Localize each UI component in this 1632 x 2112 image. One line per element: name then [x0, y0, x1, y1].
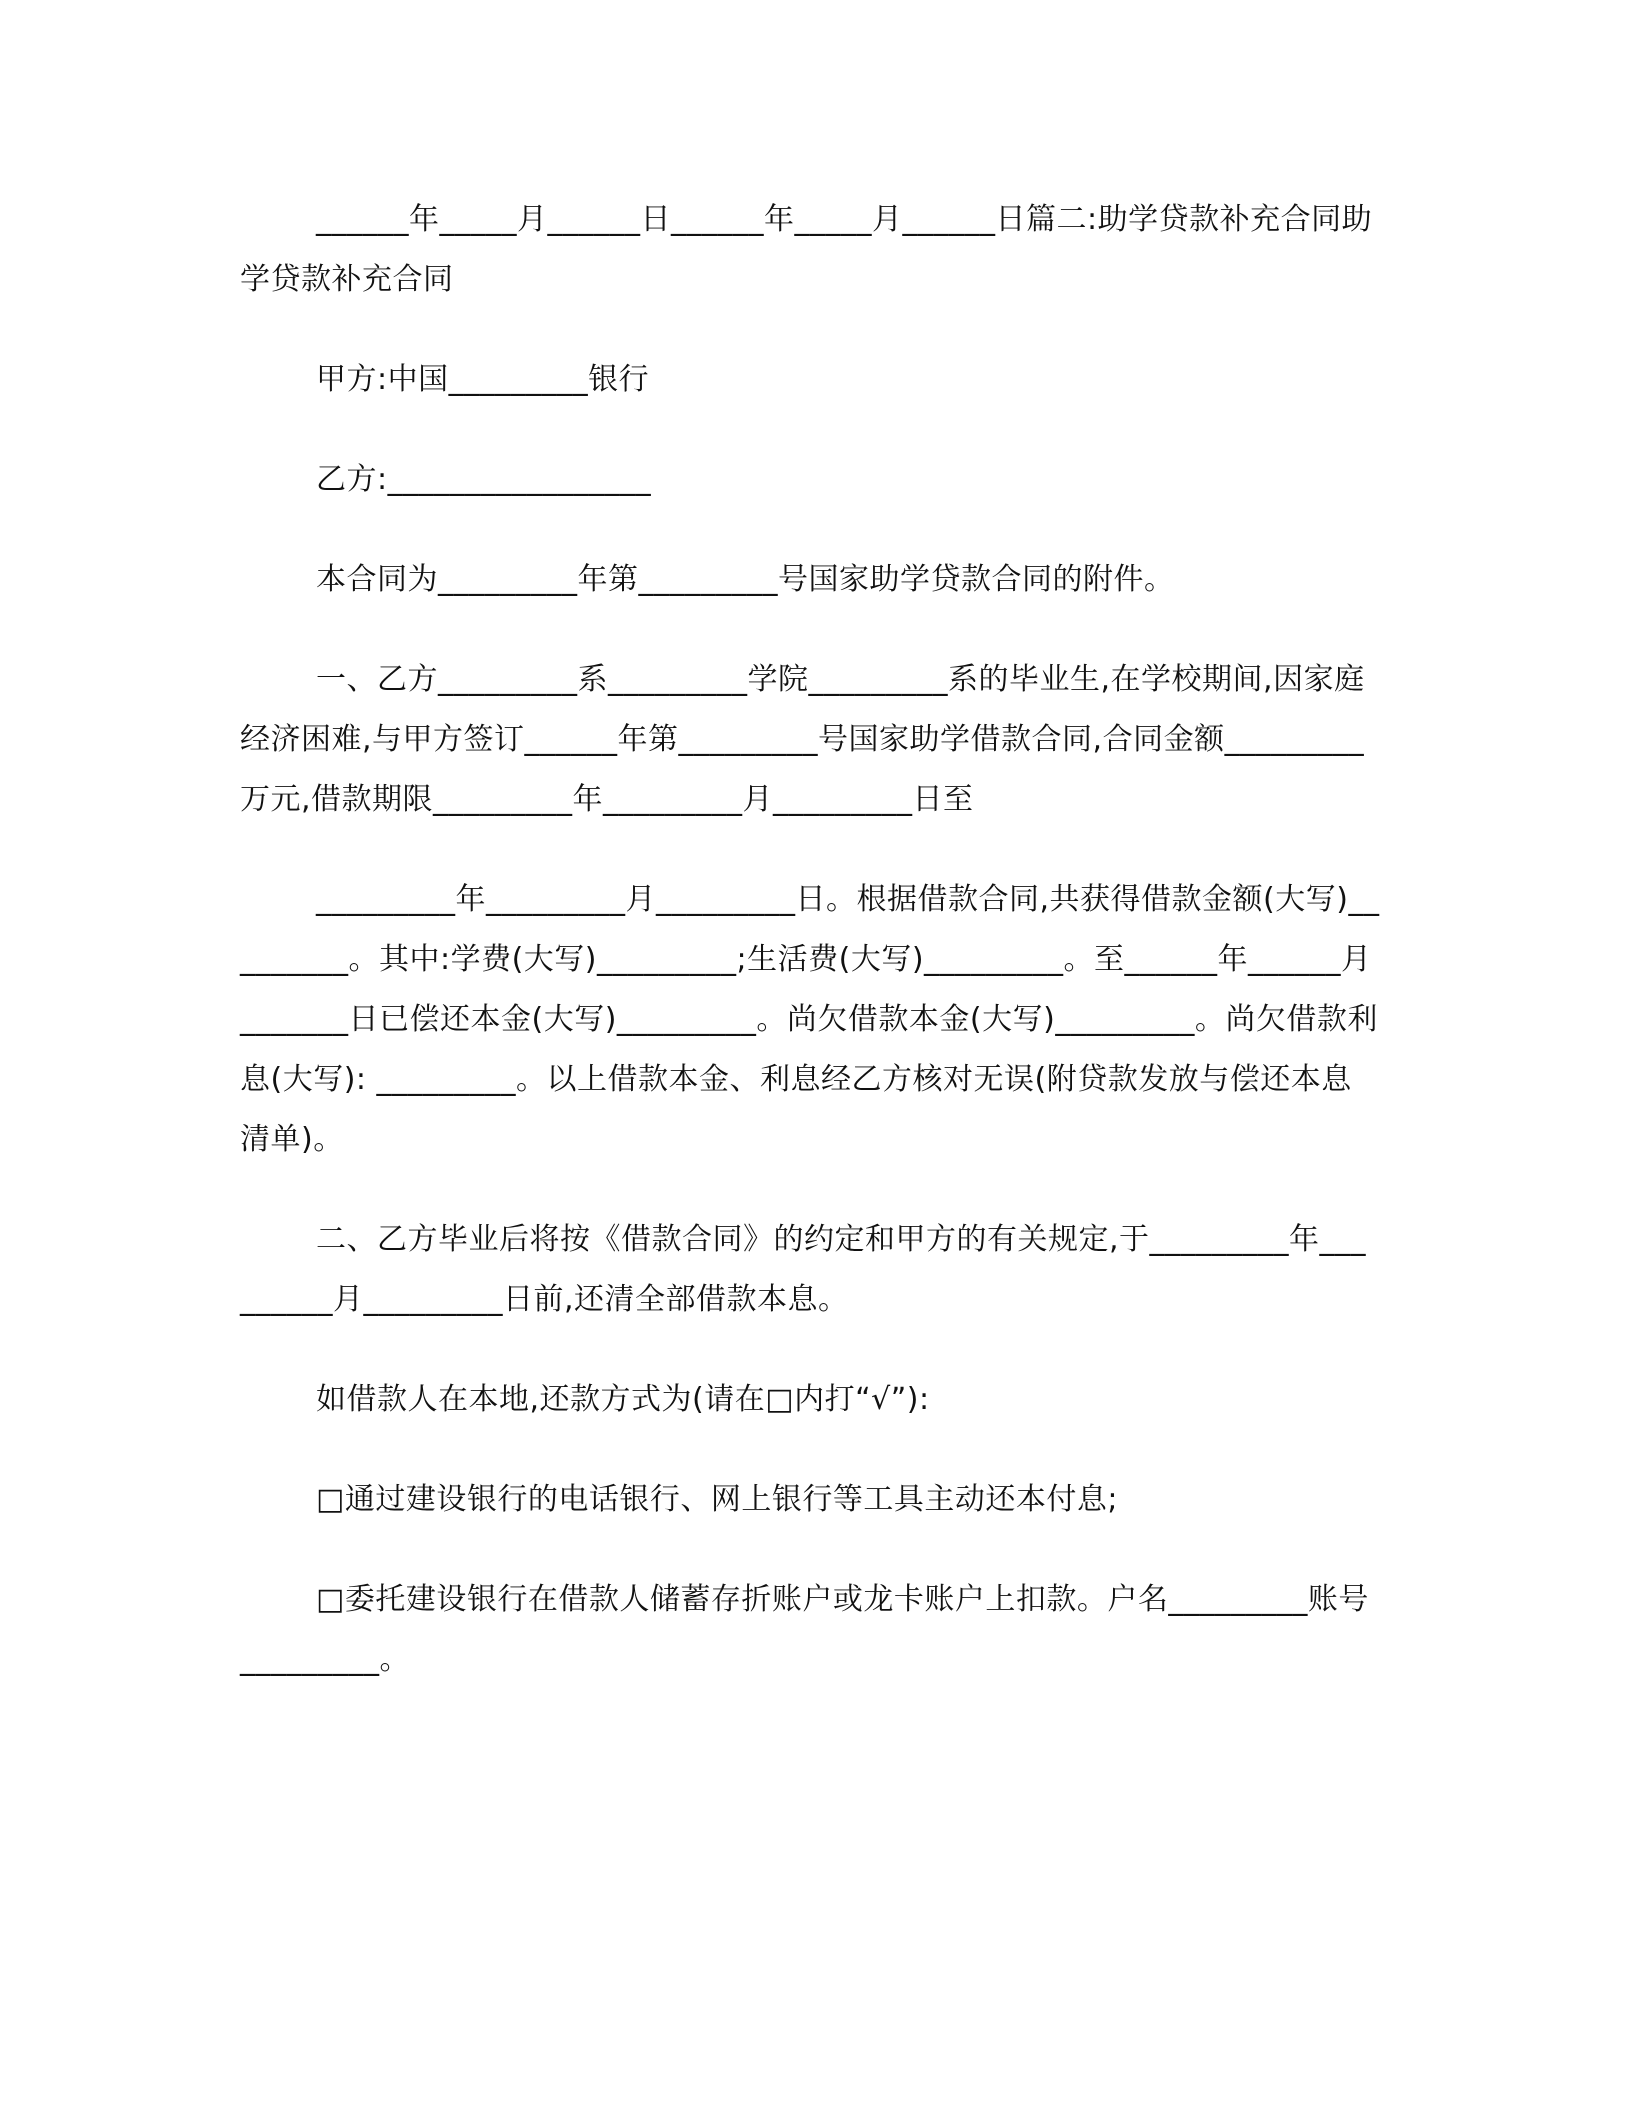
document-body [240, 190, 1380, 1730]
repayment-intro-paragraph: 如借款人在本地,还款方式为(请在□内打“√”): [316, 1382, 930, 1417]
heading-paragraph: ______年_____月______日______年_____月______日篇二:助学贷款补充合同助学贷款补充合同 [240, 202, 1373, 297]
party-b-paragraph: 乙方:_________________ [316, 462, 652, 497]
clause-one-paragraph: 一、乙方_________系_________学院_________系的毕业生,在学校期间,因家庭经济困难,与甲方签订______年第_________号国家助学借款合同,合同金额_________万元,借款期限_________年_________月_________日至 [240, 662, 1365, 817]
annex-paragraph: 本合同为_________年第_________号国家助学贷款合同的附件。 [316, 562, 1175, 597]
repayment-option-one: □通过建设银行的电话银行、网上银行等工具主动还本付息; [316, 1482, 1118, 1517]
repayment-option-two: □委托建设银行在借款人储蓄存折账户或龙卡账户上扣款。户名_________账号_________。 [240, 1582, 1369, 1677]
party-a-paragraph: 甲方:中国_________银行 [316, 362, 650, 397]
clause-two-paragraph: 二、乙方毕业后将按《借款合同》的约定和甲方的有关规定,于_________年_________月_________日前,还清全部借款本息。 [240, 1222, 1367, 1317]
clause-one-continued-paragraph: _________年_________月_________日。根据借款合同,共获得借款金额(大写)_________。其中:学费(大写)_________;生活费(大写)_________。至______年______月_______日已偿还本金(大写)_________。尚欠借款本金(大写)_________。尚欠借款利息(大写): _________。以上借款本金、利息经乙方核对无误(附贷款发放与偿还本息清单)。 [240, 882, 1380, 1157]
